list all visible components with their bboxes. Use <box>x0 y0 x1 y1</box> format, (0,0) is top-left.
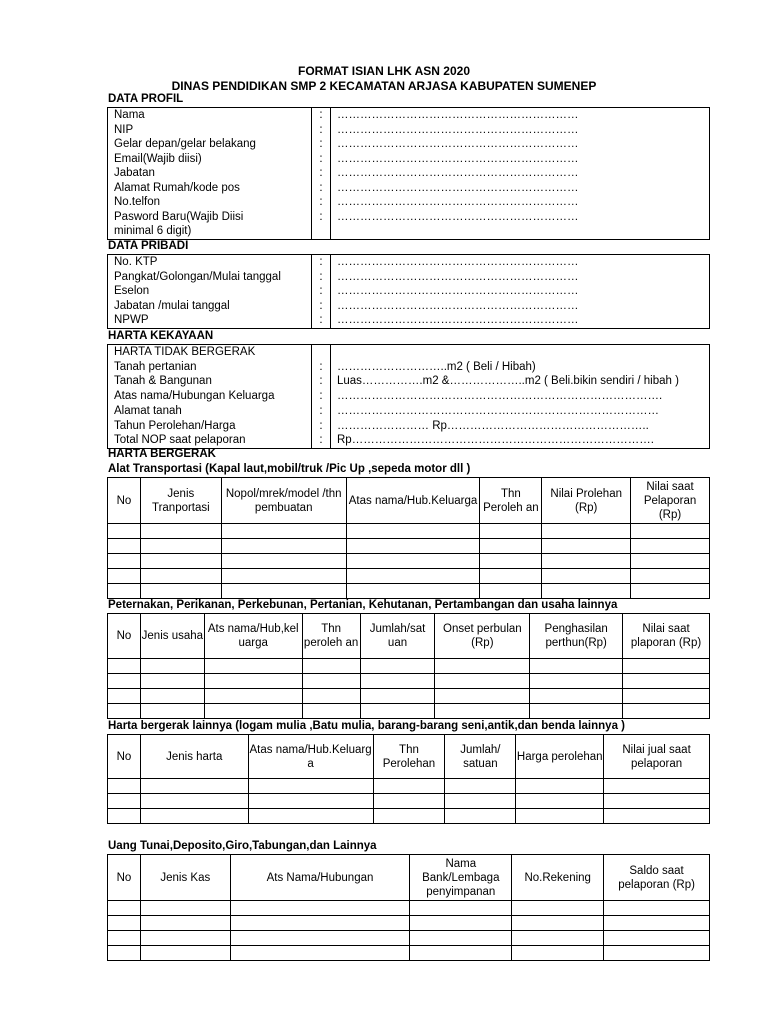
table-cell[interactable] <box>435 704 530 719</box>
column-header: Thn Peroleh an <box>480 478 542 524</box>
table-cell[interactable] <box>346 539 480 554</box>
table-cell[interactable] <box>480 584 542 599</box>
colon-separator: : <box>312 137 331 152</box>
column-header: Jumlah/sat uan <box>360 614 435 659</box>
column-header: Ats nama/Hub,kel uarga <box>204 614 302 659</box>
table-cell[interactable] <box>604 901 710 916</box>
column-header: Jenis usaha <box>140 614 204 659</box>
colon-separator: : <box>312 389 331 404</box>
column-header: Jenis harta <box>140 735 248 779</box>
table-row <box>108 931 710 946</box>
table-row <box>108 584 710 599</box>
colon-separator <box>312 224 331 239</box>
colon-separator: : <box>312 210 331 225</box>
table-cell[interactable] <box>631 569 710 584</box>
field-value[interactable]: ……………………………………………………… <box>331 123 710 138</box>
usaha-table <box>107 613 710 719</box>
pribadi-row <box>108 255 710 270</box>
table-cell[interactable] <box>108 809 141 824</box>
column-header: Nilai saat Pelaporan (Rp) <box>631 478 710 524</box>
table-cell[interactable] <box>604 809 710 824</box>
field-label: Total NOP saat pelaporan <box>108 433 312 448</box>
field-label: Email(Wajib diisi) <box>108 152 312 167</box>
table-cell[interactable] <box>108 794 141 809</box>
profil-row <box>108 152 710 167</box>
field-label: Eselon <box>108 284 312 299</box>
table-cell[interactable] <box>204 689 302 704</box>
kekayaan-row <box>108 345 710 360</box>
table-cell[interactable] <box>108 779 141 794</box>
table-row <box>108 704 710 719</box>
table-cell[interactable] <box>373 809 445 824</box>
colon-separator: : <box>312 404 331 419</box>
table-cell[interactable] <box>204 674 302 689</box>
field-value[interactable]: ……………………………………………………… <box>331 313 710 328</box>
table-cell[interactable] <box>108 584 141 599</box>
table-cell[interactable] <box>631 524 710 539</box>
table-cell[interactable] <box>512 916 604 931</box>
table-cell[interactable] <box>204 704 302 719</box>
table-cell[interactable] <box>140 674 204 689</box>
table-cell[interactable] <box>140 704 204 719</box>
table-cell[interactable] <box>373 779 445 794</box>
table-row <box>108 539 710 554</box>
column-header: Nama Bank/Lembaga penyimpanan <box>410 855 512 901</box>
profil-row <box>108 210 710 225</box>
table-cell[interactable] <box>445 794 516 809</box>
table-cell[interactable] <box>346 524 480 539</box>
table-cell[interactable] <box>108 689 141 704</box>
table-cell[interactable] <box>512 931 604 946</box>
colon-separator: : <box>312 433 331 448</box>
table-cell[interactable] <box>302 704 360 719</box>
column-header: No.Rekening <box>512 855 604 901</box>
field-value[interactable]: Rp……………………………………………………………………. <box>331 433 710 448</box>
table-cell[interactable] <box>480 554 542 569</box>
table-cell[interactable] <box>360 674 435 689</box>
column-header: Atas nama/Hub.Keluarga <box>346 478 480 524</box>
field-label: No.telfon <box>108 195 312 210</box>
field-label: NPWP <box>108 313 312 328</box>
table-cell[interactable] <box>435 689 530 704</box>
field-value[interactable]: ……………………………………………………… <box>331 166 710 181</box>
table-cell[interactable] <box>248 794 373 809</box>
column-header: Saldo saat pelaporan (Rp) <box>604 855 710 901</box>
table-cell[interactable] <box>631 554 710 569</box>
field-value[interactable]: ……………………………………………………… <box>331 181 710 196</box>
table-cell[interactable] <box>230 946 410 961</box>
table-row <box>108 916 710 931</box>
column-header: Nilai jual saat pelaporan <box>604 735 710 779</box>
field-value[interactable]: ……………………………………………………… <box>331 137 710 152</box>
table-row <box>108 901 710 916</box>
table-cell[interactable] <box>108 539 141 554</box>
table-row <box>108 569 710 584</box>
field-label: Nama <box>108 108 312 123</box>
table-cell[interactable] <box>221 539 346 554</box>
colon-separator: : <box>312 152 331 167</box>
field-label: minimal 6 digit) <box>108 224 312 239</box>
column-header: Jenis Tranportasi <box>140 478 221 524</box>
table-cell[interactable] <box>140 901 230 916</box>
column-header: No <box>108 735 141 779</box>
table-cell[interactable] <box>604 779 710 794</box>
table-row <box>108 794 710 809</box>
table-cell[interactable] <box>108 916 141 931</box>
table-cell[interactable] <box>373 794 445 809</box>
field-value[interactable] <box>331 345 710 360</box>
field-label: HARTA TIDAK BERGERAK <box>108 345 312 360</box>
table-cell[interactable] <box>360 689 435 704</box>
section-data-profil: DATA PROFIL <box>108 93 184 105</box>
transport-table <box>107 477 710 599</box>
table-row <box>108 809 710 824</box>
kekayaan-row <box>108 389 710 404</box>
field-value[interactable]: ……………………………………………………… <box>331 299 710 314</box>
table-cell[interactable] <box>623 659 710 674</box>
field-label: Jabatan <box>108 166 312 181</box>
form-subtitle: DINAS PENDIDIKAN SMP 2 KECAMATAN ARJASA KABUPATEN SUMENEP <box>171 79 597 93</box>
table-cell[interactable] <box>435 659 530 674</box>
table-cell[interactable] <box>604 794 710 809</box>
pribadi-table <box>107 254 710 329</box>
table-cell[interactable] <box>140 779 248 794</box>
table-cell[interactable] <box>108 704 141 719</box>
table-cell[interactable] <box>512 901 604 916</box>
table-cell[interactable] <box>140 584 221 599</box>
field-value[interactable] <box>331 224 710 239</box>
kekayaan-row <box>108 404 710 419</box>
table-cell[interactable] <box>221 524 346 539</box>
field-label: Tanah pertanian <box>108 360 312 375</box>
colon-separator: : <box>312 166 331 181</box>
pribadi-row <box>108 284 710 299</box>
table-row <box>108 524 710 539</box>
field-value[interactable]: ……………………………………………………… <box>331 152 710 167</box>
field-label: Tahun Perolehan/Harga <box>108 419 312 434</box>
field-label: Pasword Baru(Wajib Diisi <box>108 210 312 225</box>
section-harta-kekayaan: HARTA KEKAYAAN <box>108 330 214 342</box>
profil-row <box>108 166 710 181</box>
table-cell[interactable] <box>248 779 373 794</box>
table-cell[interactable] <box>542 524 631 539</box>
colon-separator: : <box>312 255 331 270</box>
colon-separator: : <box>312 270 331 285</box>
column-header: Ats Nama/Hubungan <box>230 855 410 901</box>
column-header: Jumlah/ satuan <box>445 735 516 779</box>
table-cell[interactable] <box>108 946 141 961</box>
table-cell[interactable] <box>108 931 141 946</box>
table-cell[interactable] <box>108 554 141 569</box>
table-cell[interactable] <box>221 569 346 584</box>
table-cell[interactable] <box>140 659 204 674</box>
field-label: Atas nama/Hubungan Keluarga <box>108 389 312 404</box>
table-cell[interactable] <box>140 569 221 584</box>
table-cell[interactable] <box>221 554 346 569</box>
table-row <box>108 674 710 689</box>
form-title: FORMAT ISIAN LHK ASN 2020 <box>297 64 471 78</box>
table-cell[interactable] <box>140 916 230 931</box>
table-cell[interactable] <box>604 916 710 931</box>
field-label: NIP <box>108 123 312 138</box>
transport-title: Alat Transportasi (Kapal laut,mobil/truk /Pic Up ,sepeda motor dll ) <box>108 463 471 475</box>
table-row <box>108 659 710 674</box>
column-header: Nilai Prolehan (Rp) <box>542 478 631 524</box>
table-cell[interactable] <box>445 779 516 794</box>
table-cell[interactable] <box>108 524 141 539</box>
column-header: Nilai saat plaporan (Rp) <box>623 614 710 659</box>
uang-title: Uang Tunai,Deposito,Giro,Tabungan,dan Lainnya <box>108 840 377 852</box>
field-value[interactable]: ………………………..m2 ( Beli / Hibah) <box>331 360 710 375</box>
column-header: No <box>108 614 141 659</box>
table-cell[interactable] <box>530 674 623 689</box>
table-cell[interactable] <box>230 931 410 946</box>
profil-row <box>108 137 710 152</box>
table-cell[interactable] <box>631 539 710 554</box>
table-cell[interactable] <box>604 946 710 961</box>
table-cell[interactable] <box>623 674 710 689</box>
table-cell[interactable] <box>542 539 631 554</box>
column-header: Jenis Kas <box>140 855 230 901</box>
kekayaan-row <box>108 360 710 375</box>
colon-separator: : <box>312 108 331 123</box>
table-cell[interactable] <box>445 809 516 824</box>
table-cell[interactable] <box>302 689 360 704</box>
field-label: Alamat tanah <box>108 404 312 419</box>
profil-row <box>108 224 710 239</box>
kekayaan-row <box>108 433 710 448</box>
table-cell[interactable] <box>230 916 410 931</box>
table-cell[interactable] <box>516 794 604 809</box>
table-cell[interactable] <box>542 569 631 584</box>
table-cell[interactable] <box>435 674 530 689</box>
table-cell[interactable] <box>480 539 542 554</box>
uang-table <box>107 854 710 961</box>
lainnya-title: Harta bergerak lainnya (logam mulia ,Batu mulia, barang-barang seni,antik,dan benda lainnya ) <box>108 720 625 732</box>
table-cell[interactable] <box>480 569 542 584</box>
colon-separator: : <box>312 299 331 314</box>
table-cell[interactable] <box>410 916 512 931</box>
table-cell[interactable] <box>516 809 604 824</box>
field-value[interactable]: ……………………………………………………… <box>331 210 710 225</box>
table-cell[interactable] <box>530 659 623 674</box>
table-cell[interactable] <box>631 584 710 599</box>
field-label: No. KTP <box>108 255 312 270</box>
pribadi-row <box>108 270 710 285</box>
field-label: Pangkat/Golongan/Mulai tanggal <box>108 270 312 285</box>
column-header: Atas nama/Hub.Keluarg a <box>248 735 373 779</box>
profil-row <box>108 195 710 210</box>
field-label: Alamat Rumah/kode pos <box>108 181 312 196</box>
table-cell[interactable] <box>410 946 512 961</box>
table-cell[interactable] <box>623 689 710 704</box>
table-cell[interactable] <box>108 674 141 689</box>
usaha-title: Peternakan, Perikanan, Perkebunan, Pertanian, Kehutanan, Pertambangan dan usaha lainnya <box>108 599 618 611</box>
profil-table <box>107 107 710 240</box>
field-value[interactable]: …………………………………………………………………………. <box>331 389 710 404</box>
colon-separator: : <box>312 374 331 389</box>
table-cell[interactable] <box>248 809 373 824</box>
column-header: Nopol/mrek/model /thn pembuatan <box>221 478 346 524</box>
column-header: Penghasilan perthun(Rp) <box>530 614 623 659</box>
field-value[interactable]: ……………………………………………………… <box>331 270 710 285</box>
colon-separator: : <box>312 123 331 138</box>
column-header: No <box>108 855 141 901</box>
table-cell[interactable] <box>530 689 623 704</box>
column-header: No <box>108 478 141 524</box>
table-cell[interactable] <box>140 539 221 554</box>
section-data-pribadi: DATA PRIBADI <box>108 240 189 252</box>
table-cell[interactable] <box>410 931 512 946</box>
colon-separator: : <box>312 195 331 210</box>
table-cell[interactable] <box>230 901 410 916</box>
table-cell[interactable] <box>140 946 230 961</box>
table-cell[interactable] <box>410 901 512 916</box>
profil-row <box>108 108 710 123</box>
colon-separator: : <box>312 360 331 375</box>
table-cell[interactable] <box>140 689 204 704</box>
table-row <box>108 554 710 569</box>
field-value[interactable]: ………………………………………………………………………… <box>331 404 710 419</box>
table-cell[interactable] <box>604 931 710 946</box>
table-cell[interactable] <box>346 584 480 599</box>
kekayaan-row <box>108 374 710 389</box>
field-value[interactable]: ……………………………………………………… <box>331 284 710 299</box>
table-cell[interactable] <box>140 794 248 809</box>
table-cell[interactable] <box>140 809 248 824</box>
colon-separator: : <box>312 284 331 299</box>
table-cell[interactable] <box>140 931 230 946</box>
column-header: Thn peroleh an <box>302 614 360 659</box>
table-cell[interactable] <box>140 524 221 539</box>
table-cell[interactable] <box>530 704 623 719</box>
field-label: Gelar depan/gelar belakang <box>108 137 312 152</box>
pribadi-row <box>108 313 710 328</box>
table-cell[interactable] <box>542 554 631 569</box>
field-label: Jabatan /mulai tanggal <box>108 299 312 314</box>
lainnya-table <box>107 734 710 824</box>
table-cell[interactable] <box>108 901 141 916</box>
table-cell[interactable] <box>302 659 360 674</box>
field-value[interactable]: …………………… Rp…………………………………………….. <box>331 419 710 434</box>
colon-separator: : <box>312 419 331 434</box>
table-row <box>108 689 710 704</box>
field-value[interactable]: ……………………………………………………… <box>331 195 710 210</box>
table-row <box>108 779 710 794</box>
column-header: Onset perbulan (Rp) <box>435 614 530 659</box>
table-cell[interactable] <box>108 659 141 674</box>
table-cell[interactable] <box>512 946 604 961</box>
colon-separator: : <box>312 313 331 328</box>
table-cell[interactable] <box>140 554 221 569</box>
table-cell[interactable] <box>108 569 141 584</box>
table-cell[interactable] <box>516 779 604 794</box>
profil-row <box>108 123 710 138</box>
column-header: Harga perolehan <box>516 735 604 779</box>
table-cell[interactable] <box>302 674 360 689</box>
table-cell[interactable] <box>204 659 302 674</box>
kekayaan-row <box>108 419 710 434</box>
field-value[interactable]: Luas…………….m2 &………………..m2 ( Beli.bikin sendiri / hibah ) <box>331 374 710 389</box>
profil-row <box>108 181 710 196</box>
colon-separator <box>312 345 331 360</box>
table-row <box>108 946 710 961</box>
field-value[interactable]: ……………………………………………………… <box>331 255 710 270</box>
table-cell[interactable] <box>542 584 631 599</box>
field-label: Tanah & Bangunan <box>108 374 312 389</box>
table-cell[interactable] <box>346 554 480 569</box>
section-harta-bergerak: HARTA BERGERAK <box>108 448 216 460</box>
column-header: Thn Perolehan <box>373 735 445 779</box>
pribadi-row <box>108 299 710 314</box>
table-cell[interactable] <box>360 704 435 719</box>
field-value[interactable]: ……………………………………………………… <box>331 108 710 123</box>
table-cell[interactable] <box>346 569 480 584</box>
colon-separator: : <box>312 181 331 196</box>
table-cell[interactable] <box>221 584 346 599</box>
table-cell[interactable] <box>360 659 435 674</box>
kekayaan-table <box>107 344 710 449</box>
table-cell[interactable] <box>480 524 542 539</box>
table-cell[interactable] <box>623 704 710 719</box>
